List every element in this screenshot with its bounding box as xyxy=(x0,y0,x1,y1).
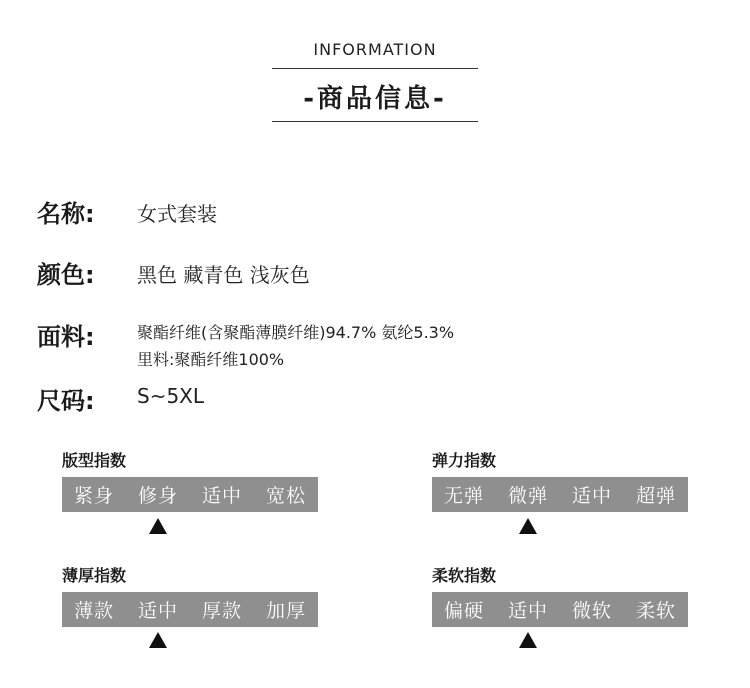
size-label: 尺码: xyxy=(37,387,95,415)
fabric-label: 面料: xyxy=(37,323,95,351)
fabric-value-line1: 聚酯纤维(含聚酯薄膜纤维)94.7% 氨纶5.3% xyxy=(137,323,455,342)
thickness-option: 加厚 xyxy=(265,600,306,622)
size-value: S~5XL xyxy=(137,384,205,408)
fit-option: 适中 xyxy=(201,485,242,507)
fit-index-title: 版型指数 xyxy=(62,451,127,470)
elasticity-index-marker-icon xyxy=(519,518,537,534)
fabric-value-line2: 里料:聚酯纤维100% xyxy=(137,350,285,369)
softness-index-bar xyxy=(432,592,688,627)
name-label: 名称: xyxy=(37,200,95,228)
thickness-option: 厚款 xyxy=(201,600,242,622)
name-value: 女式套装 xyxy=(137,202,217,226)
elasticity-option: 超弹 xyxy=(635,485,676,507)
thickness-option: 适中 xyxy=(137,600,178,622)
thickness-index-bar xyxy=(62,592,318,627)
fit-option: 紧身 xyxy=(73,485,114,507)
fit-index-marker-icon xyxy=(149,518,167,534)
softness-option: 微软 xyxy=(571,600,612,622)
thickness-index-marker-icon xyxy=(149,632,167,648)
softness-option: 柔软 xyxy=(635,600,676,622)
softness-index-title: 柔软指数 xyxy=(432,566,497,585)
header-chinese-title: -商品信息- xyxy=(303,84,447,114)
fit-option: 宽松 xyxy=(265,485,306,507)
elasticity-option: 适中 xyxy=(571,485,612,507)
fit-option: 修身 xyxy=(137,485,178,507)
elasticity-option: 微弹 xyxy=(507,485,548,507)
softness-option: 偏硬 xyxy=(443,600,484,622)
color-value: 黑色 藏青色 浅灰色 xyxy=(137,263,310,287)
softness-index-marker-icon xyxy=(519,632,537,648)
header-english-title: INFORMATION xyxy=(313,40,437,59)
elasticity-index-title: 弹力指数 xyxy=(432,451,497,470)
softness-option: 适中 xyxy=(507,600,548,622)
elasticity-index-bar xyxy=(432,477,688,512)
elasticity-option: 无弹 xyxy=(443,485,484,507)
header-bottom-rule xyxy=(272,121,478,122)
header-top-rule xyxy=(272,68,478,69)
fit-index-bar xyxy=(62,477,318,512)
thickness-index-title: 薄厚指数 xyxy=(62,566,127,585)
color-label: 颜色: xyxy=(37,261,95,289)
thickness-option: 薄款 xyxy=(73,600,114,622)
